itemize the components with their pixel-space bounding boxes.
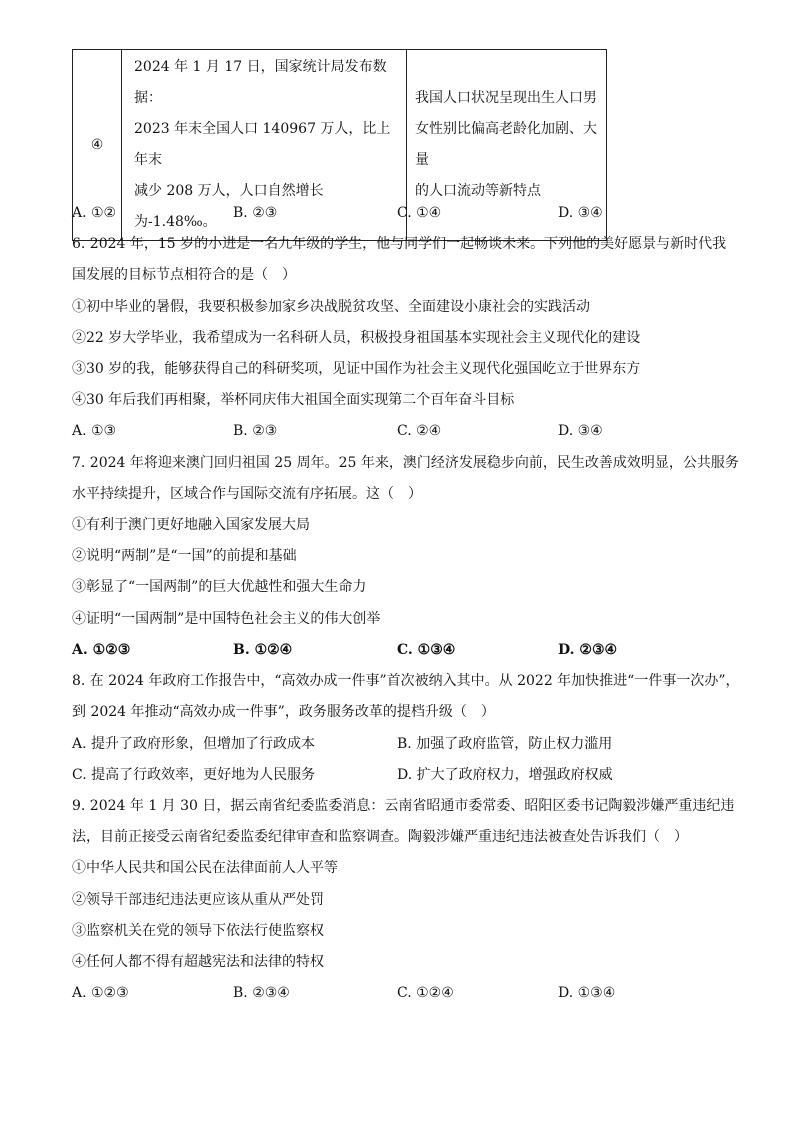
q5-option-b: B. ②③ <box>233 205 278 221</box>
q8-option-b: B. 加强了政府监管，防止权力滥用 <box>397 736 613 752</box>
q8-option-c: C. 提高了行政效率，更好地为人民服务 <box>72 767 316 783</box>
q6-item-2: ②22 岁大学毕业，我希望成为一名科研人员，积极投身祖国基本实现社会主义现代化的建设 <box>72 330 641 346</box>
q8-stem-line-2: 到 2024 年推动“高效办成一件事”，政务服务改革的提档升级（ ） <box>72 704 495 720</box>
q7-option-c: C. ①③④ <box>397 642 456 658</box>
q9-stem-line-2: 法，目前正接受云南省纪委监委纪律审查和监察调查。陶毅涉嫌严重违纪违法被查处告诉我们（ ） <box>72 829 688 845</box>
q9-option-d: D. ①③④ <box>558 985 616 1001</box>
q9-option-c: C. ①②④ <box>397 985 454 1001</box>
q6-item-1: ①初中毕业的暑假，我要积极参加家乡决战脱贫攻坚、全面建设小康社会的实践活动 <box>72 299 590 315</box>
table-row <box>73 50 607 241</box>
q5-option-d: D. ③④ <box>558 205 603 221</box>
table-left-line: 减少 208 万人，人口自然增长为-1.48‰。 <box>134 183 324 230</box>
q7-option-a: A. ①②③ <box>72 642 131 658</box>
q9-item-2: ②领导干部违纪违法更应该从重从严处罚 <box>72 892 324 908</box>
question-table <box>72 49 607 241</box>
q6-option-c: C. ②④ <box>397 423 442 439</box>
table-right-line: 的人口流动等新特点 <box>415 183 541 199</box>
q9-item-3: ③监察机关在党的领导下依法行使监察权 <box>72 923 324 939</box>
q6-stem-line-1: 6. 2024 年，15 岁的小进是一名九年级的学生，他与同学们一起畅谈未来。下列他的美好愿景与新时代我 <box>72 236 727 252</box>
q6-stem-line-2: 国发展的目标节点相符合的是（ ） <box>72 267 296 283</box>
q6-option-b: B. ②③ <box>233 423 278 439</box>
q6-option-a: A. ①③ <box>72 423 117 439</box>
table-right-line: 女性别比偏高老龄化加剧、大量 <box>415 121 597 168</box>
q7-option-b: B. ①②④ <box>233 642 293 658</box>
q7-stem-line-1: 7. 2024 年将迎来澳门回归祖国 25 周年。25 年来，澳门经济发展稳步向前，民生改善成效明显，公共服务 <box>72 455 739 471</box>
q9-item-1: ①中华人民共和国公民在法律面前人人平等 <box>72 860 338 876</box>
q9-option-a: A. ①②③ <box>72 985 129 1001</box>
q8-stem-line-1: 8. 在 2024 年政府工作报告中，“高效办成一件事”首次被纳入其中。从 2022 年加快推进“一件事一次办”， <box>72 673 740 689</box>
q8-option-a: A. 提升了政府形象，但增加了行政成本 <box>72 736 316 752</box>
q5-option-a: A. ①② <box>72 205 117 221</box>
q6-option-d: D. ③④ <box>558 423 603 439</box>
q5-option-c: C. ①④ <box>397 205 442 221</box>
q9-stem-line-1: 9. 2024 年 1 月 30 日，据云南省纪委监委消息：云南省昭通市委常委、昭阳区委书记陶毅涉嫌严重违纪违 <box>72 798 735 814</box>
table-right-line: 我国人口状况呈现出生人口男 <box>415 90 597 106</box>
q7-item-2: ②说明“两制”是“一国”的前提和基础 <box>72 548 297 564</box>
table-left-line: 2024 年 1 月 17 日，国家统计局发布数据： <box>134 59 387 106</box>
q7-stem-line-2: 水平持续提升，区域合作与国际交流有序拓展。这（ ） <box>72 486 422 502</box>
q7-item-3: ③彰显了“一国两制”的巨大优越性和强大生命力 <box>72 579 367 595</box>
q8-option-d: D. 扩大了政府权力，增强政府权威 <box>397 767 613 783</box>
q7-option-d: D. ②③④ <box>558 642 618 658</box>
q7-item-4: ④证明“一国两制”是中国特色社会主义的伟大创举 <box>72 611 381 627</box>
q9-option-b: B. ②③④ <box>233 985 290 1001</box>
q6-item-4: ④30 年后我们再相聚，举杯同庆伟大祖国全面实现第二个百年奋斗目标 <box>72 392 515 408</box>
q6-item-3: ③30 岁的我，能够获得自己的科研奖项，见证中国作为社会主义现代化强国屹立于世界东方 <box>72 361 641 377</box>
q7-item-1: ①有利于澳门更好地融入国家发展大局 <box>72 517 310 533</box>
table-left-line: 2023 年末全国人口 140967 万人，比上年末 <box>134 121 391 168</box>
q9-item-4: ④任何人都不得有超越宪法和法律的特权 <box>72 954 324 970</box>
table-row-number: ④ <box>73 50 122 241</box>
